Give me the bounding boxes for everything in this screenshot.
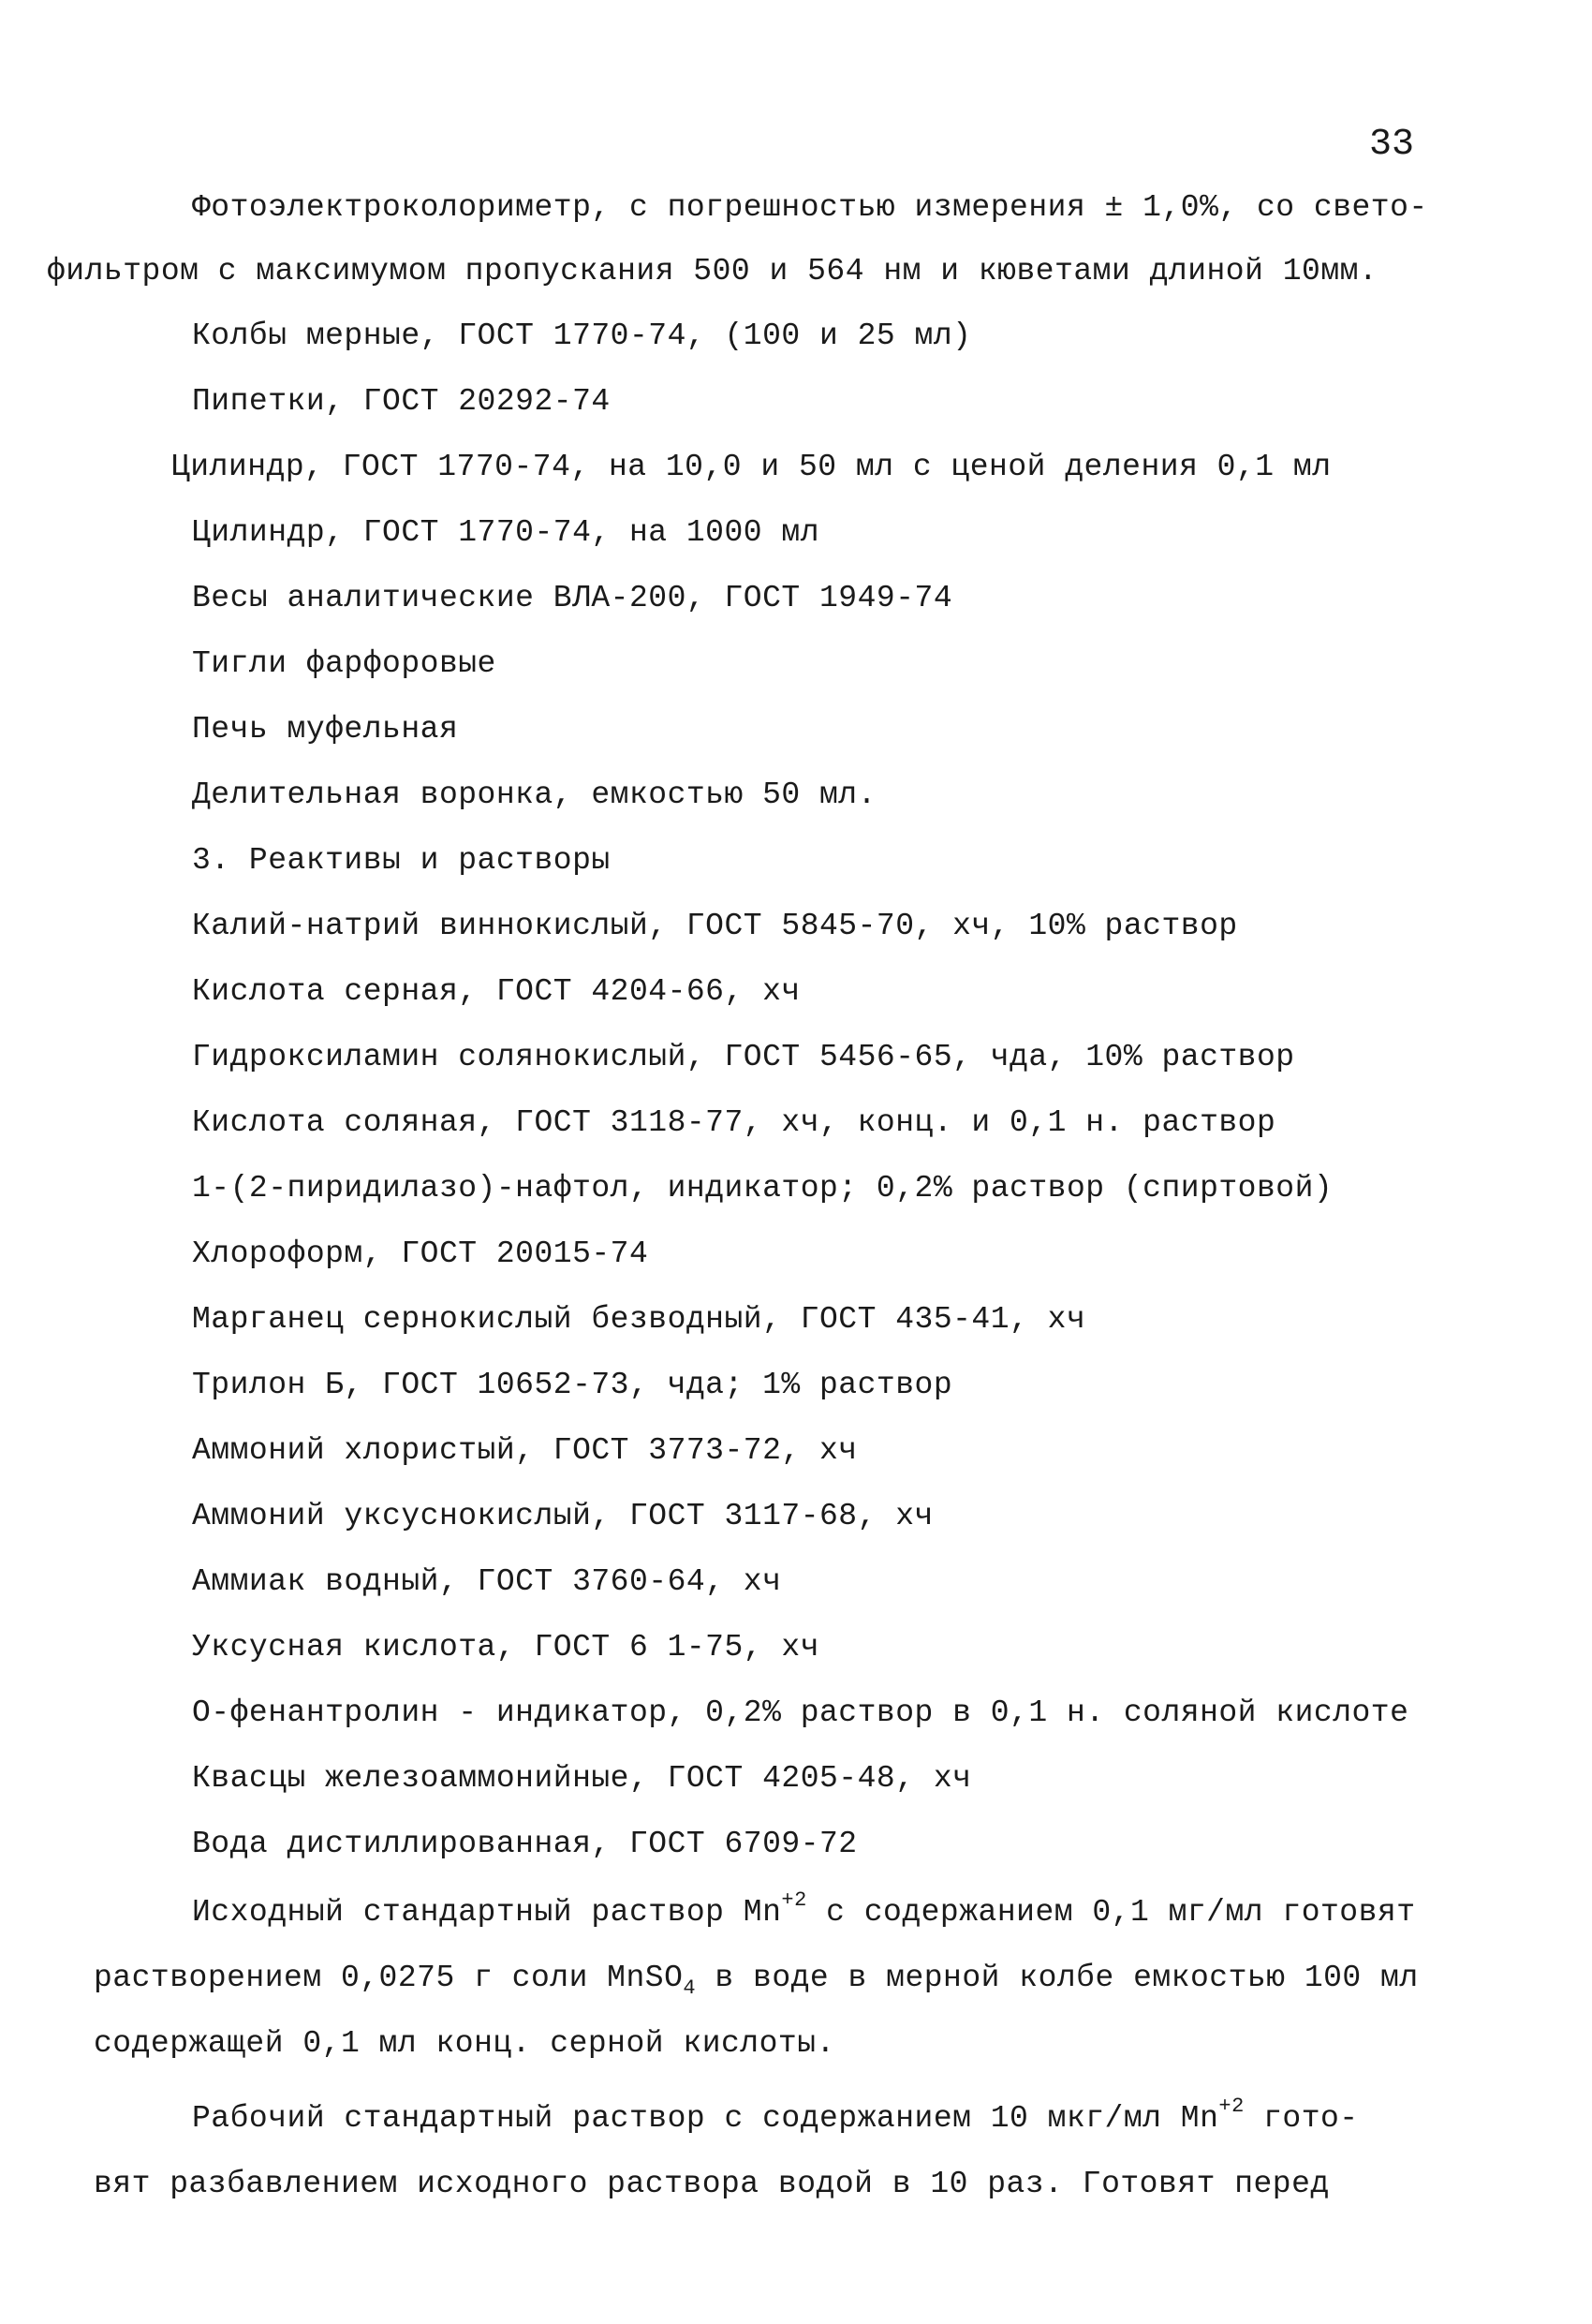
page-number: 33 <box>1369 124 1415 166</box>
reagent-item: Калий-натрий виннокислый, ГОСТ 5845-70, хч, 10% раствор <box>192 909 1238 943</box>
working-solution-line-1 <box>192 2095 1359 2139</box>
section-heading: 3. Реактивы и растворы <box>192 843 611 878</box>
reagent-item: Квасцы железоаммонийные, ГОСТ 4205-48, хч <box>192 1761 972 1796</box>
equipment-item: Делительная воронка, емкостью 50 мл. <box>192 777 877 812</box>
reagent-item: Уксусная кислота, ГОСТ 6 1-75, хч <box>192 1630 820 1665</box>
reagent-item: Гидроксиламин солянокислый, ГОСТ 5456-65, чда, 10% раствор <box>192 1040 1295 1074</box>
charge-superscript: +2 <box>1218 2095 1245 2118</box>
working-solution-line-2: вят разбавлением исходного раствора водой в 10 раз. Готовят перед <box>94 2167 1330 2201</box>
text-segment: Исходный стандартный раствор Mn <box>192 1895 782 1930</box>
stock-solution-line-3: содержащей 0,1 мл конц. серной кислоты. <box>94 2026 835 2061</box>
reagent-item: Аммоний хлористый, ГОСТ 3773-72, хч <box>192 1433 858 1468</box>
equipment-item: Печь муфельная <box>192 712 459 747</box>
text-segment: растворением 0,0275 г соли MnSO <box>94 1961 684 1995</box>
equipment-item: Весы аналитические ВЛА-200, ГОСТ 1949-74 <box>192 581 953 615</box>
reagent-item: Аммоний уксуснокислый, ГОСТ 3117-68, хч <box>192 1499 934 1533</box>
reagent-item: О-фенантролин - индикатор, 0,2% раствор в 0,1 н. соляной кислоте <box>192 1695 1409 1730</box>
text-segment: с содержанием 0,1 мг/мл готовят <box>806 1895 1416 1930</box>
charge-superscript: +2 <box>781 1888 807 1912</box>
formula-subscript: 4 <box>683 1976 697 2000</box>
reagent-item: Кислота соляная, ГОСТ 3118-77, хч, конц. и 0,1 н. раствор <box>192 1105 1276 1140</box>
reagent-item: Марганец сернокислый безводный, ГОСТ 435-41, хч <box>192 1302 1086 1337</box>
reagent-item: Аммиак водный, ГОСТ 3760-64, хч <box>192 1564 782 1599</box>
equipment-item: Пипетки, ГОСТ 20292-74 <box>192 384 611 419</box>
reagent-item: Кислота серная, ГОСТ 4204-66, хч <box>192 974 801 1009</box>
intro-line-1: Фотоэлектроколориметр, с погрешностью измерения ± 1,0%, со свето- <box>192 190 1428 225</box>
reagent-item: Трилон Б, ГОСТ 10652-73, чда; 1% раствор <box>192 1368 953 1402</box>
equipment-item: Цилиндр, ГОСТ 1770-74, на 1000 мл <box>192 515 820 550</box>
reagent-item: Хлороформ, ГОСТ 20015-74 <box>192 1236 649 1271</box>
stock-solution-line-1 <box>192 1888 1416 1933</box>
intro-line-2: фильтром с максимумом пропускания 500 и 564 нм и кюветами длиной 10мм. <box>47 254 1378 289</box>
stock-solution-line-2 <box>94 1958 1419 1999</box>
equipment-item: Колбы мерные, ГОСТ 1770-74, (100 и 25 мл) <box>192 318 972 353</box>
equipment-item: Цилиндр, ГОСТ 1770-74, на 10,0 и 50 мл с ценой деления 0,1 мл <box>171 450 1332 484</box>
text-segment: гото- <box>1244 2101 1359 2136</box>
reagent-item: 1-(2-пиридилазо)-нафтол, индикатор; 0,2% раствор (спиртовой) <box>192 1171 1334 1206</box>
equipment-item: Тигли фарфоровые <box>192 646 496 681</box>
reagent-item: Вода дистиллированная, ГОСТ 6709-72 <box>192 1827 858 1861</box>
text-segment: в воде в мерной колбе емкостью 100 мл <box>696 1961 1419 1995</box>
text-segment: Рабочий стандартный раствор с содержанием 10 мкг/мл Mn <box>192 2101 1219 2136</box>
